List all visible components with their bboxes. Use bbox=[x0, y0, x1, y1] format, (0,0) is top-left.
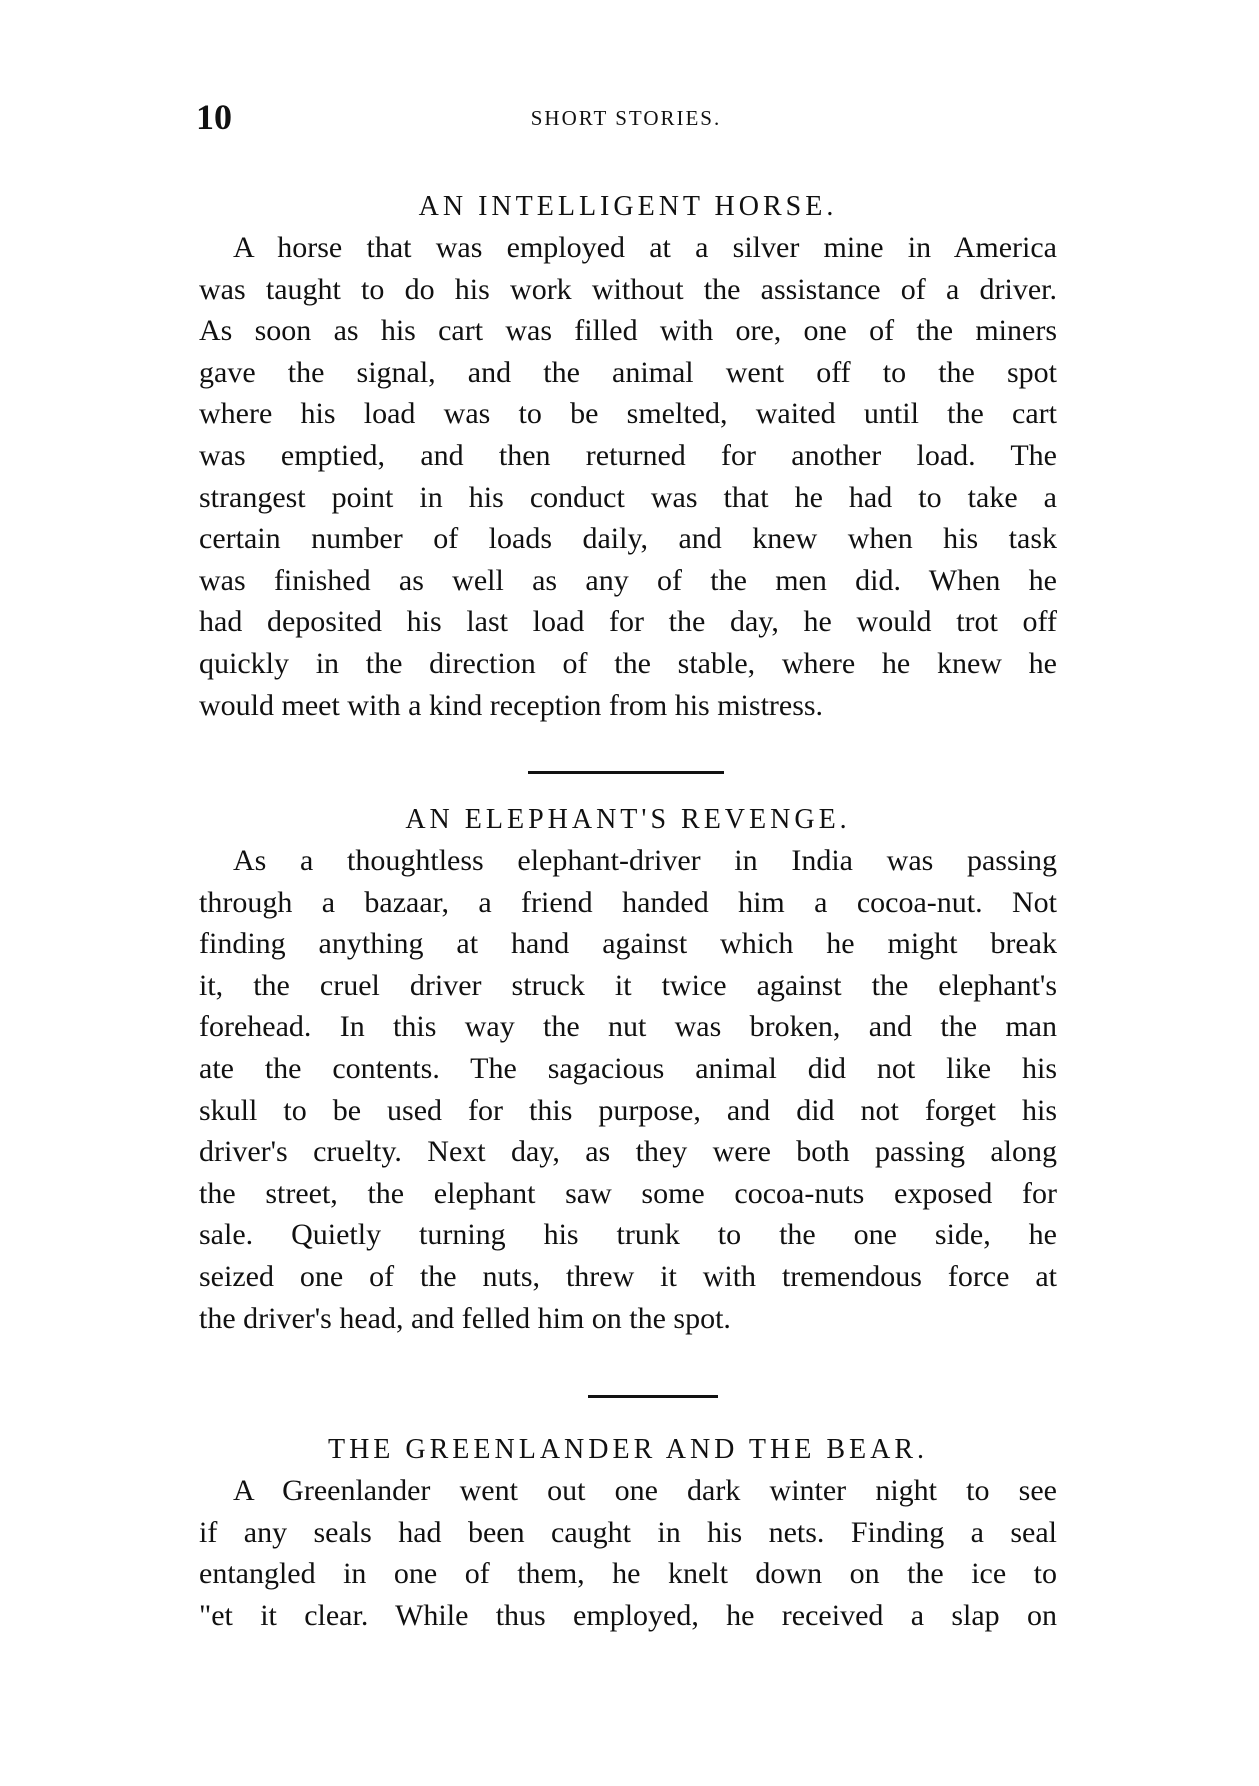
section-divider bbox=[588, 1395, 718, 1398]
story-line: through a bazaar, a friend handed him a cocoa-nut. Not bbox=[199, 885, 1057, 919]
story-line: the driver's head, and felled him on the spot. bbox=[199, 1301, 731, 1335]
running-head bbox=[196, 96, 1056, 136]
story-title: AN ELEPHANT'S REVENGE. bbox=[405, 804, 851, 835]
story-line: finding anything at hand against which he might break bbox=[199, 927, 1057, 961]
story-line: "et it clear. While thus employed, he received a slap on bbox=[199, 1598, 1057, 1632]
story-line: forehead. In this way the nut was broken, and the man bbox=[199, 1010, 1057, 1044]
story-line: it, the cruel driver struck it twice against the elephant's bbox=[199, 968, 1057, 1002]
story-line: driver's cruelty. Next day, as they were both passing along bbox=[199, 1135, 1057, 1169]
story-line: As a thoughtless elephant-driver in India was passing bbox=[233, 844, 1057, 877]
story-line: quickly in the direction of the stable, where he knew he bbox=[199, 646, 1057, 680]
story-intelligent-horse bbox=[199, 187, 1057, 726]
story-line: if any seals had been caught in his nets. Finding a seal bbox=[199, 1515, 1057, 1549]
story-greenlander-and-bear bbox=[199, 1430, 1057, 1636]
story-line: would meet with a kind reception from his mistress. bbox=[199, 688, 824, 722]
story-elephants-revenge bbox=[199, 800, 1057, 1339]
story-line: ate the contents. The sagacious animal did not like his bbox=[199, 1051, 1057, 1085]
story-line: entangled in one of them, he knelt down on the ice to bbox=[199, 1557, 1057, 1591]
running-title: SHORT STORIES. bbox=[530, 106, 722, 130]
story-line: gave the signal, and the animal went off to the spot bbox=[199, 355, 1057, 389]
story-line: had deposited his last load for the day, he would trot off bbox=[199, 605, 1057, 639]
story-line: where his load was to be smelted, waited until the cart bbox=[199, 397, 1057, 431]
story-line: As soon as his cart was filled with ore, one of the miners bbox=[199, 314, 1057, 348]
story-title: THE GREENLANDER AND THE BEAR. bbox=[327, 1434, 928, 1465]
story-line: skull to be used for this purpose, and did not forget his bbox=[199, 1093, 1057, 1127]
page-number: 10 bbox=[196, 97, 232, 137]
story-line: seized one of the nuts, threw it with tremendous force at bbox=[199, 1259, 1057, 1293]
story-line: was taught to do his work without the assistance of a driver. bbox=[199, 272, 1057, 306]
story-line: A horse that was employed at a silver mine in America bbox=[233, 231, 1057, 264]
story-line: sale. Quietly turning his trunk to the one side, he bbox=[199, 1218, 1057, 1252]
story-line: strangest point in his conduct was that he had to take a bbox=[199, 480, 1057, 514]
story-line: A Greenlander went out one dark winter night to see bbox=[233, 1474, 1057, 1507]
story-line: the street, the elephant saw some cocoa-nuts exposed for bbox=[199, 1176, 1057, 1210]
story-line: was finished as well as any of the men did. When he bbox=[199, 563, 1057, 597]
section-divider bbox=[528, 771, 724, 774]
story-line: was emptied, and then returned for another load. The bbox=[199, 438, 1057, 472]
story-title: AN INTELLIGENT HORSE. bbox=[418, 191, 838, 222]
story-line: certain number of loads daily, and knew when his task bbox=[199, 522, 1057, 556]
